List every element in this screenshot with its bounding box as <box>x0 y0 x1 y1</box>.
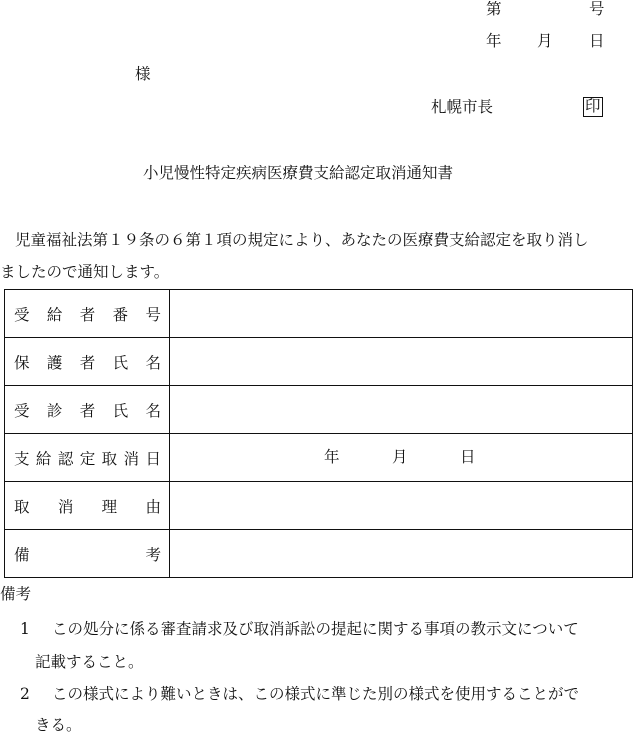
label-guardian-name <box>5 338 170 386</box>
number-label-go: 号 <box>589 0 605 18</box>
info-table <box>4 289 633 578</box>
label-char: 支 <box>14 449 30 468</box>
document-title: 小児慢性特定疾病医療費支給認定取消通知書 <box>143 164 454 182</box>
label-char: 受 <box>14 305 30 324</box>
label-char: 護 <box>46 353 63 372</box>
note-2-number: 2 <box>20 685 30 703</box>
table-row-guardian-name <box>5 338 633 386</box>
issuer-name: 札幌市長 <box>431 98 494 116</box>
date-month-label: 月 <box>537 32 553 50</box>
label-recipient-number <box>5 290 170 338</box>
label-cancellation-date <box>5 434 170 482</box>
cancel-date-year: 年 <box>324 448 340 466</box>
value-remarks[interactable] <box>170 530 633 578</box>
table-row-reason <box>5 482 633 530</box>
note-1-line-2: 記載すること。 <box>35 653 144 671</box>
cancel-date-day: 日 <box>460 448 476 466</box>
value-patient-name[interactable] <box>170 386 633 434</box>
label-remarks <box>5 530 170 578</box>
label-char: 備 <box>14 545 30 564</box>
table-row-recipient-number <box>5 290 633 338</box>
label-char: 由 <box>145 497 161 516</box>
label-char: 者 <box>79 401 96 420</box>
note-1-number: 1 <box>20 620 30 638</box>
label-char: 消 <box>57 497 74 516</box>
seal-mark: 印 <box>585 97 601 115</box>
note-1-line-1: この処分に係る審査請求及び取消訴訟の提起に関する事項の教示文について <box>52 620 579 638</box>
value-cancellation-date[interactable] <box>170 434 633 482</box>
label-char: 号 <box>145 305 161 324</box>
table-row-patient-name <box>5 386 633 434</box>
body-line-2: ましたので通知します。 <box>0 263 170 281</box>
label-char: 番 <box>112 305 129 324</box>
label-char: 氏 <box>112 401 129 420</box>
label-char: 受 <box>14 401 30 420</box>
label-char: 認 <box>57 449 74 468</box>
label-char: 名 <box>145 353 161 372</box>
label-char: 消 <box>123 449 140 468</box>
note-2-line-2: きる。 <box>35 716 82 734</box>
table-row-remarks <box>5 530 633 578</box>
label-char: 名 <box>145 401 161 420</box>
table-row-cancellation-date <box>5 434 633 482</box>
label-char: 保 <box>14 353 30 372</box>
label-char: 取 <box>14 497 30 516</box>
number-label-dai: 第 <box>486 0 502 18</box>
body-line-1: 児童福祉法第１９条の６第１項の規定により、あなたの医療費支給認定を取り消し <box>15 231 589 249</box>
value-guardian-name[interactable] <box>170 338 633 386</box>
addressee-suffix: 様 <box>135 65 151 83</box>
cancel-date-month: 月 <box>392 448 408 466</box>
label-char: 氏 <box>112 353 129 372</box>
date-day-label: 日 <box>589 32 605 50</box>
label-char: 取 <box>101 449 118 468</box>
date-year-label: 年 <box>486 32 502 50</box>
value-reason[interactable] <box>170 482 633 530</box>
value-recipient-number[interactable] <box>170 290 633 338</box>
notes-heading: 備考 <box>0 585 32 603</box>
label-char: 者 <box>79 305 96 324</box>
label-char: 考 <box>145 545 161 564</box>
label-reason <box>5 482 170 530</box>
label-char: 定 <box>79 449 96 468</box>
label-char: 日 <box>145 449 161 468</box>
label-char: 給 <box>46 305 63 324</box>
label-patient-name <box>5 386 170 434</box>
note-2-line-1: この様式により難いときは、この様式に準じた別の様式を使用することがで <box>52 685 580 703</box>
label-char: 理 <box>101 497 118 516</box>
label-char: 診 <box>46 401 63 420</box>
label-char: 者 <box>79 353 96 372</box>
label-char: 給 <box>35 449 52 468</box>
